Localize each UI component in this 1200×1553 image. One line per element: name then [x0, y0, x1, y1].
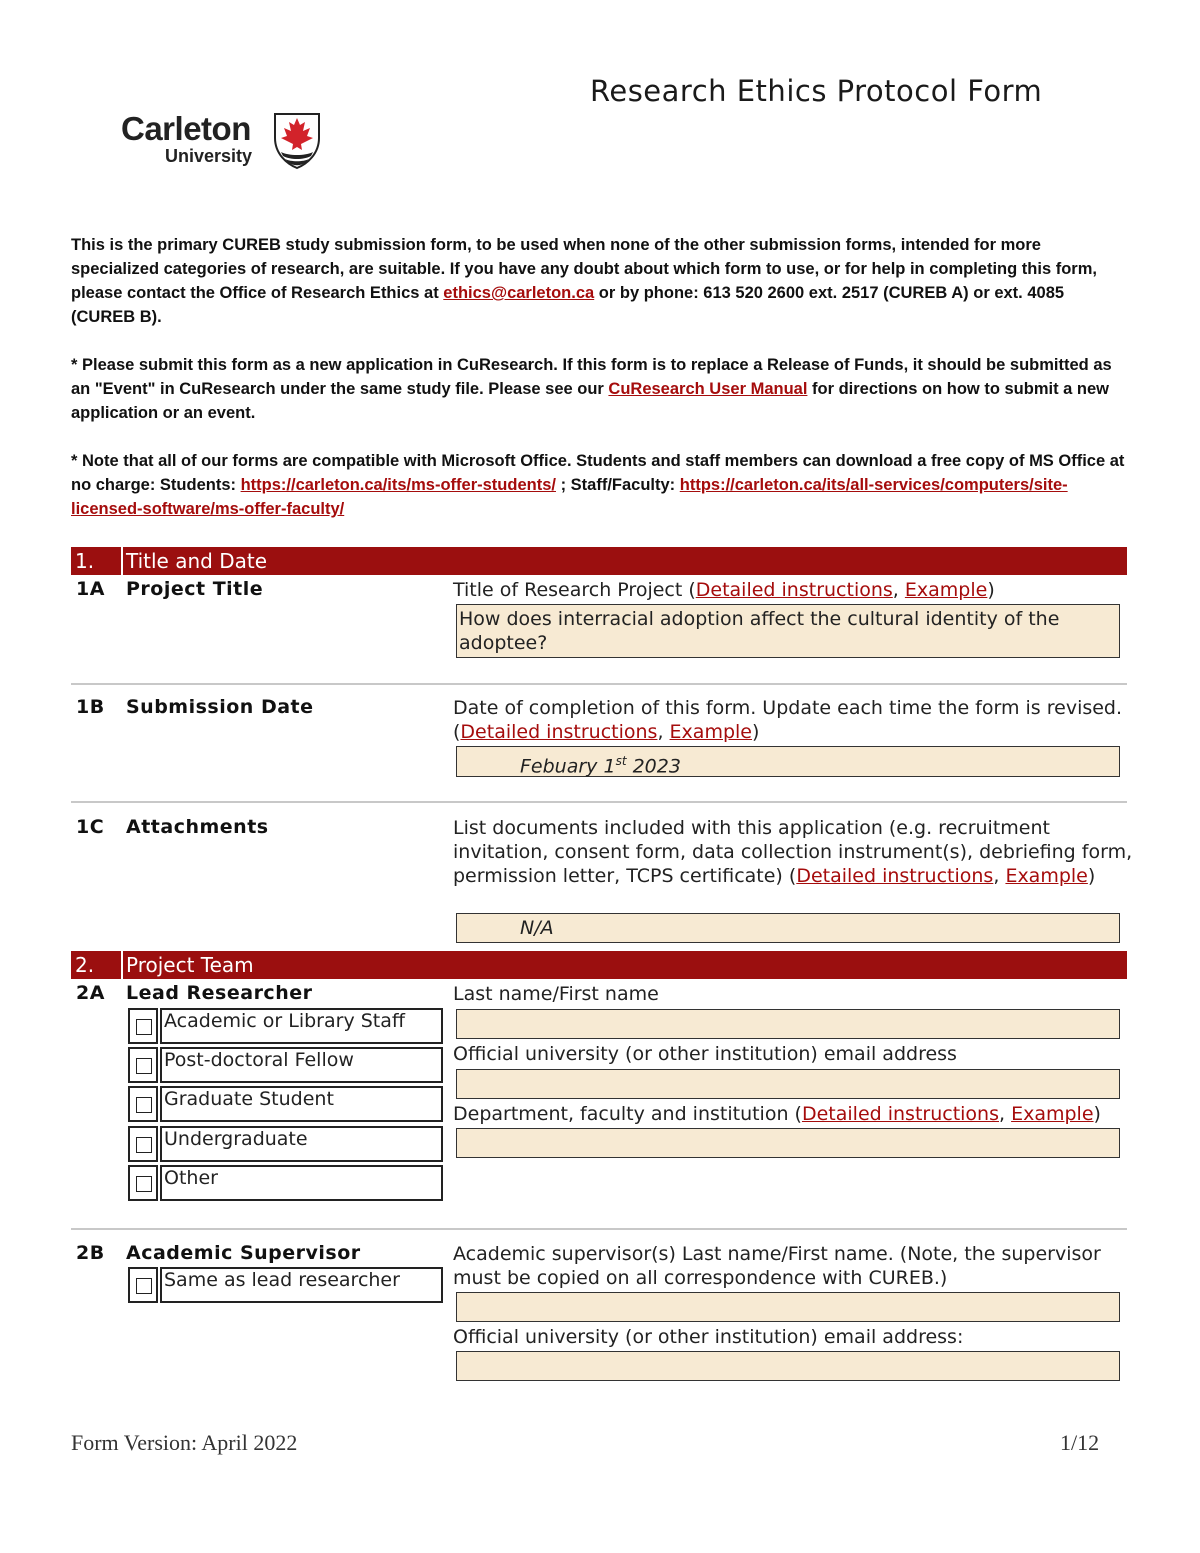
- supervisor-email-desc: Official university (or other institution) email address:: [453, 1326, 964, 1348]
- detailed-instructions-link[interactable]: Detailed instructions: [695, 579, 893, 601]
- option-academic-staff[interactable]: Academic or Library Staff: [128, 1008, 443, 1044]
- lead-department-desc: Department, faculty and institution (Detailed instructions, Example): [453, 1103, 1101, 1125]
- divider: [71, 801, 1127, 803]
- lead-department-field[interactable]: [456, 1128, 1120, 1158]
- section-title: Project Team: [126, 953, 254, 977]
- attachments-label: Attachments: [126, 816, 269, 838]
- lead-name-desc: Last name/First name: [453, 983, 659, 1005]
- row-1c-id: 1C: [76, 816, 105, 838]
- project-title-field[interactable]: How does interracial adoption affect the cultural identity of the adoptee?: [456, 604, 1120, 658]
- curesearch-manual-link[interactable]: CuResearch User Manual: [608, 380, 808, 398]
- submission-date-desc: Date of completion of this form. Update each time the form is revised. (Detailed instructions, Example): [453, 697, 1123, 743]
- detailed-instructions-link[interactable]: Detailed instructions: [460, 721, 658, 743]
- section-number: 1.: [75, 549, 95, 573]
- ms-offer-faculty-link[interactable]: https://carleton.ca/its/all-services/computers/site-licensed-software/ms-offer-faculty/: [71, 476, 1068, 518]
- section-1-header: [71, 547, 1127, 575]
- logo-name: Carleton: [121, 110, 251, 147]
- divider: [71, 683, 1127, 685]
- checkbox[interactable]: [128, 1086, 158, 1122]
- section-number: 2.: [75, 953, 95, 977]
- project-title-desc: Title of Research Project (Detailed instructions, Example): [453, 579, 995, 601]
- checkbox[interactable]: [128, 1008, 158, 1044]
- carleton-logo: [121, 110, 331, 172]
- project-title-label: Project Title: [126, 578, 264, 600]
- page-title: Research Ethics Protocol Form: [590, 74, 1043, 108]
- maple-shield-icon: [273, 112, 321, 170]
- checkbox[interactable]: [128, 1267, 158, 1303]
- option-postdoc[interactable]: Post-doctoral Fellow: [128, 1047, 443, 1083]
- checkbox[interactable]: [128, 1165, 158, 1201]
- ms-offer-students-link[interactable]: https://carleton.ca/its/ms-offer-students/: [240, 476, 556, 494]
- form-version: Form Version: April 2022: [71, 1430, 298, 1455]
- attachments-field[interactable]: N/A: [456, 913, 1120, 943]
- example-link[interactable]: Example: [904, 579, 988, 601]
- supervisor-name-desc: Academic supervisor(s) Last name/First name. (Note, the supervisor must be copied on all correspondence with CUREB.): [453, 1243, 1101, 1289]
- option-same-as-lead[interactable]: Same as lead researcher: [128, 1267, 443, 1303]
- row-2b-id: 2B: [76, 1242, 105, 1264]
- row-2a-id: 2A: [76, 982, 105, 1004]
- supervisor-email-field[interactable]: [456, 1351, 1120, 1381]
- submission-date-label: Submission Date: [126, 696, 314, 718]
- submission-date-field[interactable]: Febuary 1st 2023: [456, 746, 1120, 777]
- intro-note-2: * Note that all of our forms are compatible with Microsoft Office. Students and staff members can download a free copy of MS Office at no charge: Students: https://carleton.ca/its/ms-offer-students/ ; Staff/Faculty: https://carleton.ca/its/all-services/computers/site-licensed-software/ms-offer-faculty/: [71, 452, 1125, 518]
- divider: [71, 1228, 1127, 1230]
- option-undergraduate[interactable]: Undergraduate: [128, 1126, 443, 1162]
- row-1a-id: 1A: [76, 578, 105, 600]
- page-number: 1/12: [1060, 1430, 1100, 1455]
- checkbox[interactable]: [128, 1047, 158, 1083]
- intro-note-1: * Please submit this form as a new application in CuResearch. If this form is to replace a Release of Funds, it should be submitted as an "Event" in CuResearch under the same study file. Please see our CuResearch User Manual for directions on how to submit a new application or an event.: [71, 356, 1112, 422]
- section-2-header: [71, 951, 1127, 979]
- academic-supervisor-label: Academic Supervisor: [126, 1242, 361, 1264]
- supervisor-name-field[interactable]: [456, 1292, 1120, 1322]
- lead-researcher-label: Lead Researcher: [126, 982, 313, 1004]
- lead-email-field[interactable]: [456, 1069, 1120, 1099]
- section-title: Title and Date: [126, 549, 268, 573]
- option-other[interactable]: Other: [128, 1165, 443, 1201]
- detailed-instructions-link[interactable]: Detailed instructions: [796, 865, 994, 887]
- lead-name-field[interactable]: [456, 1009, 1120, 1039]
- logo-sub: University: [165, 146, 253, 166]
- checkbox[interactable]: [128, 1126, 158, 1162]
- intro-paragraph-1: This is the primary CUREB study submission form, to be used when none of the other submission forms, intended for more specialized categories of research, are suitable. If you have any doubt about which form to use, or for help in completing this form, please contact the Office of Research Ethics at ethics@carleton.ca or by phone: 613 520 2600 ext. 2517 (CUREB A) or ext. 4085 (CUREB B).: [71, 236, 1097, 326]
- example-link[interactable]: Example: [669, 721, 752, 743]
- detailed-instructions-link[interactable]: Detailed instructions: [801, 1103, 999, 1125]
- example-link[interactable]: Example: [1005, 865, 1088, 887]
- ethics-email-link[interactable]: ethics@carleton.ca: [443, 284, 595, 302]
- example-link[interactable]: Example: [1011, 1103, 1094, 1125]
- option-graduate[interactable]: Graduate Student: [128, 1086, 443, 1122]
- attachments-desc: List documents included with this application (e.g. recruitment invitation, consent form, data collection instrument(s), debriefing form, permission letter, TCPS certificate) (Detailed instructions, Example): [453, 817, 1133, 887]
- intro-text: [71, 233, 1131, 329]
- lead-email-desc: Official university (or other institution) email address: [453, 1043, 957, 1065]
- row-1b-id: 1B: [76, 696, 105, 718]
